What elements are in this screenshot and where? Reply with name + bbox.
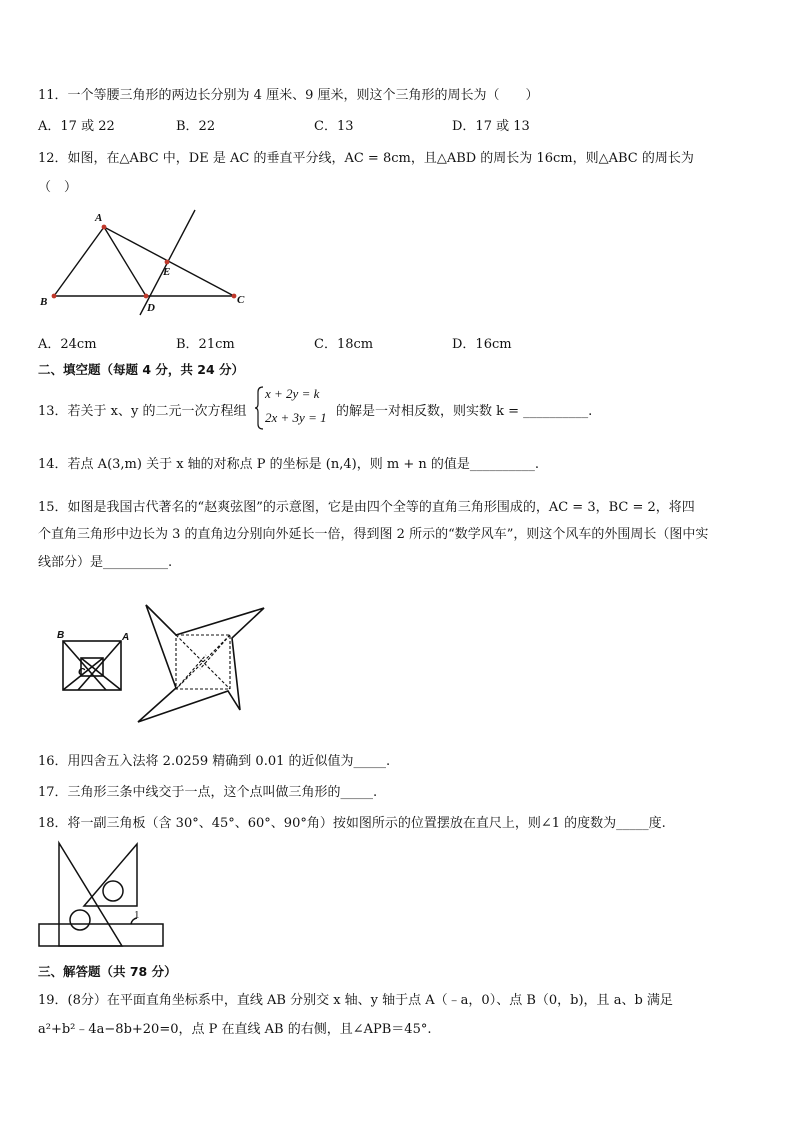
q18-set-square-figure xyxy=(36,840,166,950)
q12-paren: （ ） xyxy=(38,180,78,195)
q14-text: 14．若点 A(3,m) 关于 x 轴的对称点 P 的坐标是 (n,4)，则 m + n 的值是__________. xyxy=(38,457,539,472)
q13-equation-1: x + 2y = k xyxy=(265,386,320,401)
q15-line-3: 线部分）是__________. xyxy=(38,555,173,570)
q11-option-b: B．22 xyxy=(176,119,216,134)
q17-text: 17．三角形三条中线交于一点，这个点叫做三角形的_____. xyxy=(38,785,378,800)
q15-line-1: 15．如图是我国古代著名的“赵爽弦图”的示意图，它是由四个全等的直角三角形围成的，AC = 3，BC = 2，将四 xyxy=(38,500,695,515)
label-a: A xyxy=(95,212,103,224)
fig1-label-c: C xyxy=(78,667,86,678)
equation-brace xyxy=(254,386,264,434)
label-d: D xyxy=(147,302,155,314)
q12-option-a: A．24cm xyxy=(38,337,97,352)
q19-line-1: 19．(8分）在平面直角坐标系中，直线 AB 分别交 x 轴、y 轴于点 A（﹣a，0）、点 B（0，b)，且 a、b 满足 xyxy=(38,993,673,1008)
q15-figure-2-windmill xyxy=(136,600,272,730)
q15-line-2: 个直角三角形中边长为 3 的直角边分别向外延长一倍，得到图 2 所示的“数学风车”，则这个风车的外围周长（图中实 xyxy=(38,527,709,542)
label-e: E xyxy=(163,266,171,278)
q11-option-c: C．13 xyxy=(314,119,354,134)
q12-option-b: B．21cm xyxy=(176,337,235,352)
label-b: B xyxy=(40,296,48,308)
section-2-heading: 二、填空题（每题 4 分，共 24 分） xyxy=(38,362,245,377)
fig1-label-a: A xyxy=(122,632,130,643)
q12-option-c: C．18cm xyxy=(314,337,374,352)
q13-suffix: 的解是一对相反数，则实数 k = __________. xyxy=(336,404,593,419)
fig1-label-b: B xyxy=(57,630,65,641)
q13-prefix: 13．若关于 x、y 的二元一次方程组 xyxy=(38,404,247,419)
q19-line-2: a²+b²﹣4a−8b+20=0，点 P 在直线 AB 的右侧，且∠APB＝45°. xyxy=(38,1022,432,1037)
q18-text: 18．将一副三角板（含 30°、45°、60°、90°角）按如图所示的位置摆放在直尺上，则∠1 的度数为_____度. xyxy=(38,816,666,831)
q11-option-a: A．17 或 22 xyxy=(38,119,115,134)
q12-text: 12．如图，在△ABC 中，DE 是 AC 的垂直平分线，AC = 8cm，且△ABD 的周长为 16cm，则△ABC 的周长为 xyxy=(38,151,694,166)
section-3-heading: 三、解答题（共 78 分） xyxy=(38,964,177,979)
angle-1-label: 1 xyxy=(134,909,140,921)
q12-triangle-figure xyxy=(34,205,254,320)
q16-text: 16．用四舍五入法将 2.0259 精确到 0.01 的近似值为_____. xyxy=(38,754,391,769)
q13-equation-2: 2x + 3y = 1 xyxy=(265,410,327,425)
q15-figure-1-zhaoshuang xyxy=(50,598,135,698)
q12-option-d: D．16cm xyxy=(452,337,512,352)
label-c: C xyxy=(237,294,245,306)
q11-option-d: D．17 或 13 xyxy=(452,119,530,134)
q11-text: 11．一个等腰三角形的两边长分别为 4 厘米、9 厘米，则这个三角形的周长为（ ） xyxy=(38,88,539,103)
